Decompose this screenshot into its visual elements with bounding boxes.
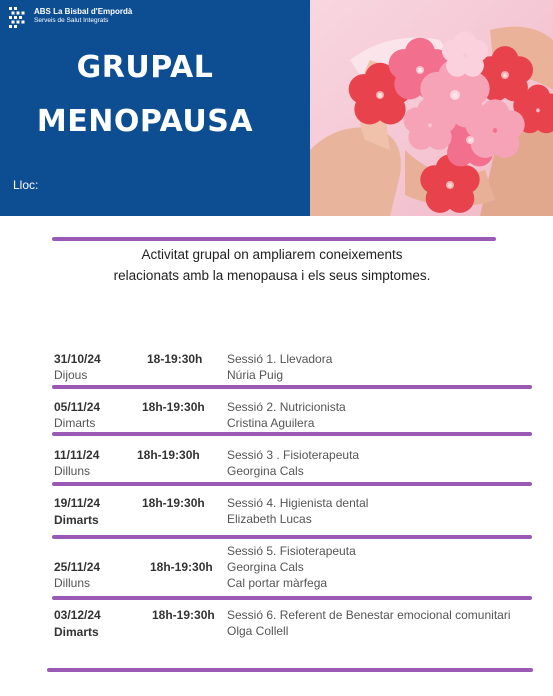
- session-date: 11/11/24: [54, 448, 100, 462]
- session-divider: [52, 432, 532, 436]
- session-title: Sessió 3 . Fisioterapeuta: [227, 448, 360, 462]
- session-date: 25/11/24: [54, 560, 101, 574]
- session-title: Sessió 2. Nutricionista: [227, 400, 346, 414]
- session-speaker: Elizabeth Lucas: [227, 512, 312, 526]
- hands-with-paper-flowers-image: [310, 0, 553, 216]
- session-time: 18h-19:30h: [142, 400, 205, 414]
- abs-logo-icon: [7, 4, 33, 30]
- session-day: Dimarts: [54, 625, 99, 639]
- organization-name: [34, 7, 132, 25]
- session-speaker: Cristina Aguilera: [227, 416, 315, 430]
- intro-line-2: relacionats amb la menopausa i els seus simptomes.: [113, 268, 431, 283]
- session-time: 18h-19:30h: [152, 608, 215, 622]
- session-title: Sessió 5. Fisioterapeuta: [227, 544, 356, 558]
- flowers-illustration: [310, 0, 553, 216]
- location-label: Lloc:: [13, 178, 39, 192]
- session-time: 18h-19:30h: [150, 560, 213, 574]
- session-day: Dimarts: [54, 416, 96, 430]
- page-title-line2: MENOPAUSA: [36, 104, 254, 139]
- top-divider: [52, 237, 496, 241]
- session-title: Sessió 6. Referent de Benestar emocional comunitari: [227, 608, 511, 622]
- session-day: Dijous: [54, 368, 88, 382]
- session-speaker: Georgina Cals: [227, 464, 304, 478]
- session-time: 18-19:30h: [147, 352, 203, 366]
- header-banner: [0, 0, 553, 216]
- intro-line-1: Activitat grupal on ampliarem coneixements: [141, 247, 403, 262]
- session-day: Dilluns: [54, 576, 91, 590]
- session-speaker: Georgina Cals: [227, 560, 304, 574]
- intro-text: [50, 244, 494, 286]
- session-divider: [52, 385, 532, 389]
- session-time: 18h-19:30h: [137, 448, 200, 462]
- session-date: 19/11/24: [54, 496, 101, 510]
- session-title: Sessió 1. Llevadora: [227, 352, 333, 366]
- session-note: Cal portar màrfega: [227, 576, 328, 590]
- session-divider: [52, 482, 532, 486]
- session-date: 31/10/24: [54, 352, 101, 366]
- title-panel: [0, 0, 310, 216]
- session-date: 03/12/24: [54, 608, 101, 622]
- session-time: 18h-19:30h: [142, 496, 205, 510]
- organization-title: ABS La Bisbal d'Empordà: [34, 7, 133, 16]
- session-date: 05/11/24: [54, 400, 101, 414]
- session-divider: [52, 596, 532, 600]
- page-title-line1: GRUPAL: [76, 50, 214, 85]
- session-day: Dilluns: [54, 464, 91, 478]
- session-divider: [52, 535, 532, 539]
- session-day: Dimarts: [54, 513, 99, 527]
- session-speaker: Olga Collell: [227, 624, 289, 638]
- organization-subtitle: Serveis de Salut Integrats: [34, 17, 109, 24]
- bottom-divider: [47, 668, 533, 672]
- session-speaker: Núria Puig: [227, 368, 284, 382]
- session-title: Sessió 4. Higienista dental: [227, 496, 369, 510]
